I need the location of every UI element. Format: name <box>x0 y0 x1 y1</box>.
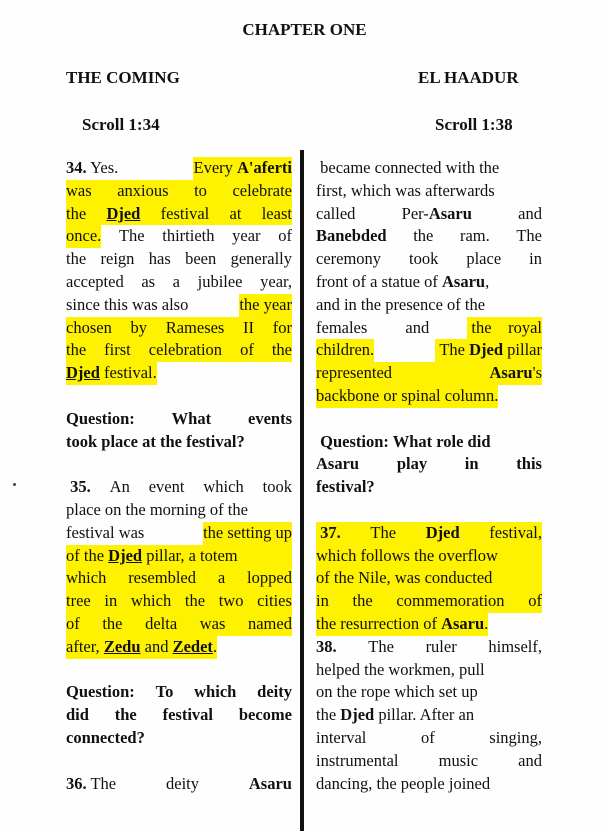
text-line: once. The thirtieth year of <box>66 225 292 248</box>
highlight: once. <box>66 225 101 248</box>
text-line <box>316 613 542 636</box>
margin-dot <box>13 483 16 486</box>
text-line: 38. The ruler himself, <box>316 636 542 656</box>
text-line: since this was also the year <box>66 294 292 317</box>
text-line: helped the workmen, pull <box>316 659 485 679</box>
question-2 <box>66 681 292 749</box>
highlight: the resurrection of Asaru. <box>316 613 488 636</box>
highlight: after, Zedu and Zedet. <box>66 636 217 659</box>
highlight: the royal <box>467 317 542 340</box>
question-1 <box>66 408 292 454</box>
highlight: the Djed festival at least <box>66 203 292 226</box>
chapter-title: CHAPTER ONE <box>242 20 367 39</box>
text-line <box>66 362 292 385</box>
highlight: backbone or spinal column. <box>316 385 498 408</box>
text-line: of the delta was named <box>66 613 292 636</box>
text-line: chosen by Rameses II for <box>66 317 292 340</box>
highlight: Every A'aferti <box>193 157 292 180</box>
text-line: place on the morning of the <box>66 499 248 519</box>
text-line: instrumental music and <box>316 750 542 770</box>
paragraph-36 <box>66 773 292 796</box>
right-header: EL HAADUR <box>418 68 519 87</box>
text-line: front of a statue of Asaru, <box>316 271 490 291</box>
text-line: accepted as a jubilee year, <box>66 271 292 291</box>
text-fragment: 34. Yes. <box>66 158 119 177</box>
text-line <box>66 157 292 180</box>
text-line: and in the presence of the <box>316 294 486 314</box>
highlight: The Djed pillar <box>435 339 542 362</box>
text-line: became connected with the <box>316 158 500 177</box>
question-3 <box>316 431 542 499</box>
highlight: children. <box>316 339 374 362</box>
text-line: which resembled a lopped <box>66 567 292 590</box>
text-line: Question: To which deity <box>66 682 292 702</box>
text-line: festival was the setting up <box>66 522 292 545</box>
text-line: of the Nile, was conducted <box>316 567 542 590</box>
text-line: the reign has been generally <box>66 249 292 269</box>
text-line: represented Asaru's <box>316 362 542 385</box>
paragraph-38 <box>316 636 542 796</box>
text-line: tree in which the two cities <box>66 590 292 613</box>
text-line: festival? <box>316 477 375 497</box>
highlight: the setting up <box>203 522 292 545</box>
text-line: connected? <box>66 727 145 747</box>
paragraph-34 <box>66 157 292 385</box>
text-line: Question: What events <box>66 408 292 428</box>
text-line: the first celebration of the <box>66 339 292 362</box>
right-scroll-ref: Scroll 1:38 <box>435 115 513 134</box>
text-line: on the rope which set up <box>316 682 478 702</box>
left-column <box>66 157 292 795</box>
text-line: Banebded the ram. The <box>316 226 542 246</box>
text-line: first, which was afterwards <box>316 180 495 200</box>
text-line: which follows the overflow <box>316 545 542 568</box>
text-line: Question: What role did <box>316 431 491 451</box>
text-line <box>316 339 542 362</box>
text-line: in the commemoration of <box>316 590 542 613</box>
text-line: was anxious to celebrate <box>66 180 292 203</box>
text-line: took place at the festival? <box>66 431 245 451</box>
text-line: dancing, the people joined <box>316 773 491 793</box>
paragraph-36-continued <box>316 157 542 408</box>
paragraph-35 <box>66 476 292 658</box>
left-scroll-ref: Scroll 1:34 <box>82 115 160 134</box>
left-header: THE COMING <box>66 68 180 87</box>
text-line: the Djed pillar. After an <box>316 705 475 725</box>
paragraph-37 <box>316 522 542 636</box>
text-line: of the Djed pillar, a totem <box>66 545 292 568</box>
text-line: ceremony took place in <box>316 249 542 269</box>
highlight: Djed festival. <box>66 362 157 385</box>
text-line <box>66 203 292 226</box>
text-line: 36. The deity Asaru <box>66 773 292 793</box>
text-line: called Per-Asaru and <box>316 203 542 223</box>
text-line: females and the royal <box>316 317 542 340</box>
text-line: interval of singing, <box>316 727 542 747</box>
column-divider <box>300 150 304 831</box>
highlight: the year <box>239 294 292 317</box>
right-column <box>316 157 542 795</box>
text-line <box>316 385 542 408</box>
text-line: did the festival become <box>66 705 292 725</box>
text-line: 37. The Djed festival, <box>316 522 542 545</box>
text-line <box>66 636 292 659</box>
text-line: 35. An event which took <box>70 477 292 497</box>
text-line: Asaru play in this <box>316 454 542 474</box>
